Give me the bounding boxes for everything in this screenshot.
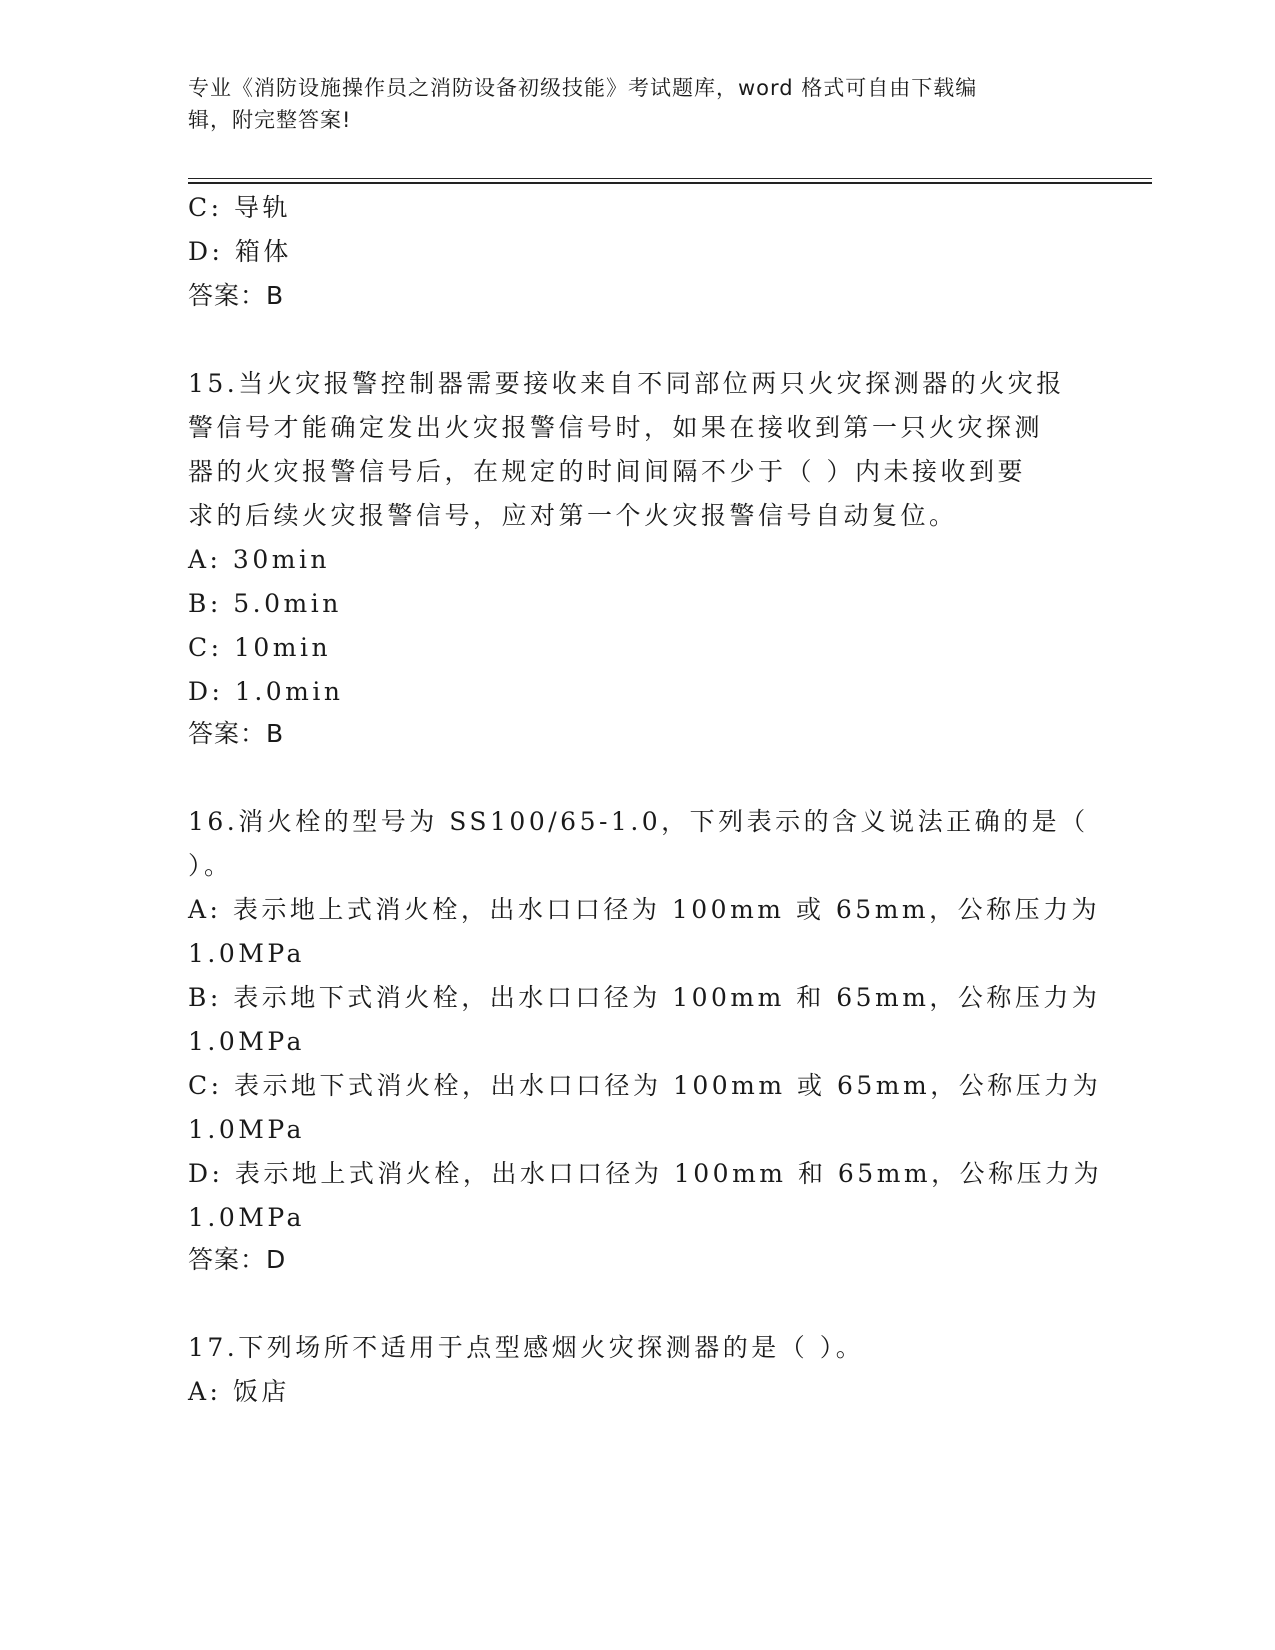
q16-option-b: B: 表示地下式消火栓，出水口口径为 100mm 和 65mm，公称压力为 <box>188 983 1101 1012</box>
q17-stem: 17.下列场所不适用于点型感烟火灾探测器的是（ ）。 <box>188 1333 865 1362</box>
q15-option-d: D: 1.0min <box>188 677 344 706</box>
q16-option-a: A: 表示地上式消火栓，出水口口径为 100mm 或 65mm，公称压力为 <box>188 895 1101 924</box>
q17-option-a: A: 饭店 <box>188 1377 290 1406</box>
q15-option-c: C: 10min <box>188 633 332 662</box>
q15-stem-line: 器的火灾报警信号后，在规定的时间间隔不少于（ ）内未接收到要 <box>188 457 1026 486</box>
q15-option-b: B: 5.0min <box>188 589 342 618</box>
q15-answer: 答案：B <box>188 719 285 748</box>
q15-option-a: A: 30min <box>188 545 331 574</box>
header-line-1: 专业《消防设施操作员之消防设备初级技能》考试题库，word 格式可自由下载编 <box>188 76 978 100</box>
q16-option-b-cont: 1.0MPa <box>188 1027 305 1056</box>
document-header <box>188 72 1068 136</box>
header-divider <box>188 178 1152 179</box>
q16-option-d-cont: 1.0MPa <box>188 1203 305 1232</box>
q16-stem-line: 16.消火栓的型号为 SS100/65-1.0，下列表示的含义说法正确的是（ <box>188 807 1089 836</box>
q14-option-c: C: 导轨 <box>188 193 291 222</box>
q14-option-d: D: 箱体 <box>188 237 292 266</box>
q15-stem-line: 警信号才能确定发出火灾报警信号时，如果在接收到第一只火灾探测 <box>188 413 1044 442</box>
q16-answer: 答案：D <box>188 1245 287 1274</box>
q16-stem-line: ）。 <box>188 851 233 880</box>
q16-option-c: C: 表示地下式消火栓，出水口口径为 100mm 或 65mm，公称压力为 <box>188 1071 1102 1100</box>
q16-option-d: D: 表示地上式消火栓，出水口口径为 100mm 和 65mm，公称压力为 <box>188 1159 1103 1188</box>
header-divider-thick <box>188 182 1152 184</box>
q16-option-c-cont: 1.0MPa <box>188 1115 305 1144</box>
q16-option-a-cont: 1.0MPa <box>188 939 305 968</box>
header-line-2: 辑，附完整答案! <box>188 108 352 132</box>
q14-answer: 答案：B <box>188 281 285 310</box>
q15-stem-line: 求的后续火灾报警信号，应对第一个火灾报警信号自动复位。 <box>188 501 958 530</box>
q15-stem-line: 15.当火灾报警控制器需要接收来自不同部位两只火灾探测器的火灾报 <box>188 369 1065 398</box>
